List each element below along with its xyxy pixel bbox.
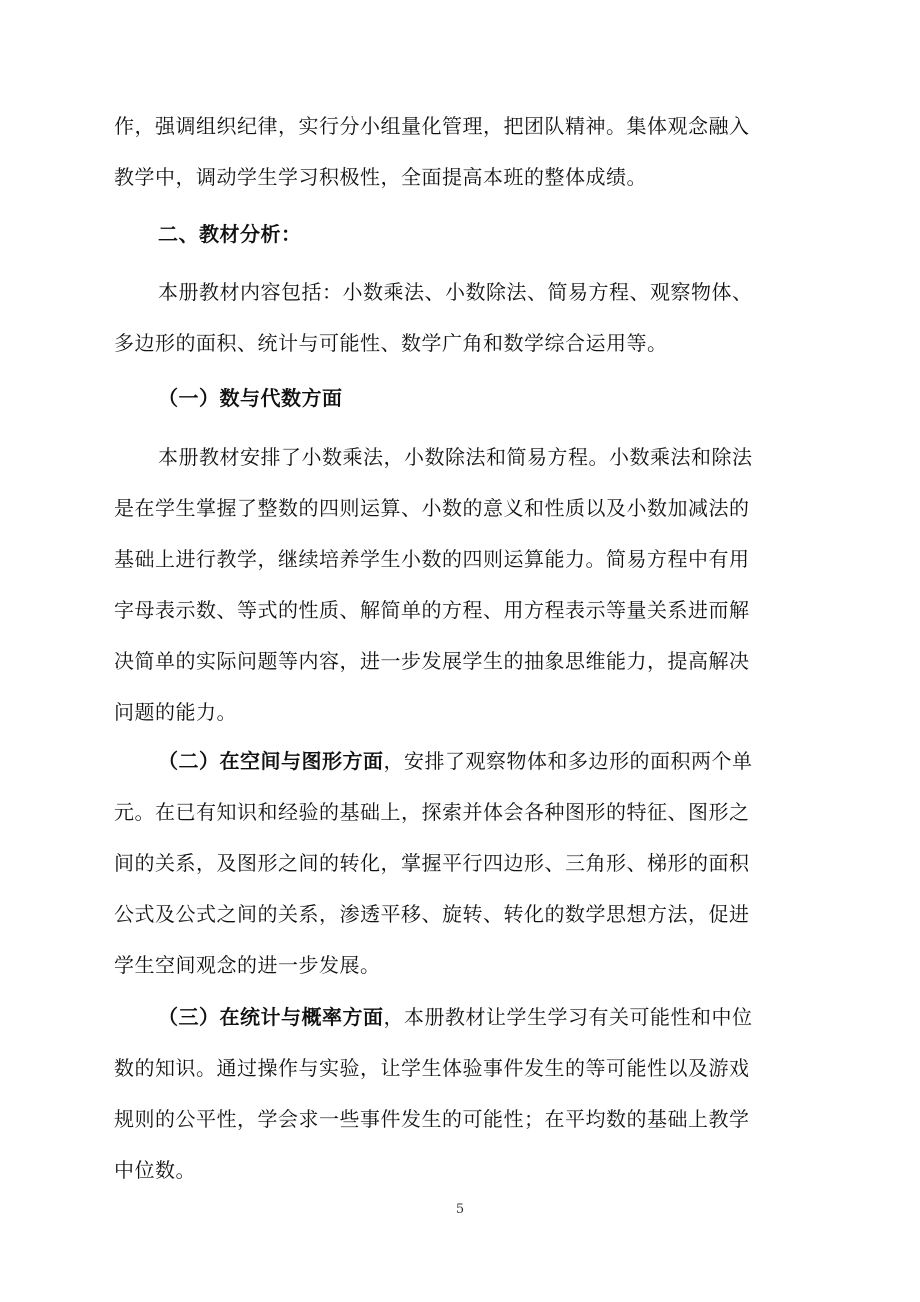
text-line: 中位数。 (114, 1158, 196, 1182)
subsection-3-heading: （三）在统计与概率方面 (158, 1005, 384, 1029)
text-line: 本册教材安排了小数乘法，小数除法和简易方程。小数乘法和除法 (158, 445, 753, 469)
text-line: 是在学生掌握了整数的四则运算、小数的意义和性质以及小数加减法的 (114, 496, 750, 520)
subsection-1-paragraph (114, 432, 794, 738)
text-line: 问题的能力。 (114, 700, 237, 724)
text-line (114, 992, 794, 1043)
text-line: 多边形的面积、统计与可能性、数学广角和数学综合运用等。 (114, 331, 668, 355)
text-line: 数的知识。通过操作与实验，让学生体验事件发生的等可能性以及游戏 (114, 1056, 750, 1080)
intro-paragraph (114, 101, 794, 203)
text-line: 教学中，调动学生学习积极性，全面提高本班的整体成绩。 (114, 165, 647, 189)
text-line: 决简单的实际问题等内容，进一步发展学生的抽象思维能力，提高解决 (114, 649, 750, 673)
section-2-heading: 二、教材分析： (158, 222, 302, 246)
content-paragraph (114, 267, 794, 369)
text-line: 公式及公式之间的关系，渗透平移、旋转、转化的数学思想方法，促进 (114, 902, 750, 926)
subsection-2-paragraph (114, 736, 794, 991)
text-line: 作，强调组织纪律，实行分小组量化管理，把团队精神。集体观念融入 (114, 114, 750, 138)
text-run: ，安排了观察物体和多边形的面积两个单 (383, 749, 753, 773)
text-line: 元。在已有知识和经验的基础上，探索并体会各种图形的特征、图形之 (114, 800, 750, 824)
section-heading (114, 209, 794, 260)
subsection-1-heading-block (114, 373, 794, 424)
subsection-2-heading: （二）在空间与图形方面 (158, 749, 384, 773)
subsection-3-paragraph (114, 992, 794, 1196)
text-line: 本册教材内容包括：小数乘法、小数除法、简易方程、观察物体、 (158, 280, 753, 304)
subsection-1-heading: （一）数与代数方面 (158, 386, 343, 410)
text-run: ，本册教材让学生学习有关可能性和中位 (383, 1005, 753, 1029)
text-line: 学生空间观念的进一步发展。 (114, 953, 381, 977)
text-line: 字母表示数、等式的性质、解简单的方程、用方程表示等量关系进而解 (114, 598, 750, 622)
text-line (114, 736, 794, 787)
text-line: 基础上进行教学，继续培养学生小数的四则运算能力。简易方程中有用 (114, 547, 750, 571)
page-number: 5 (455, 1202, 465, 1217)
text-line: 规则的公平性，学会求一些事件发生的可能性；在平均数的基础上教学 (114, 1107, 750, 1131)
text-line: 间的关系，及图形之间的转化，掌握平行四边形、三角形、梯形的面积 (114, 851, 750, 875)
